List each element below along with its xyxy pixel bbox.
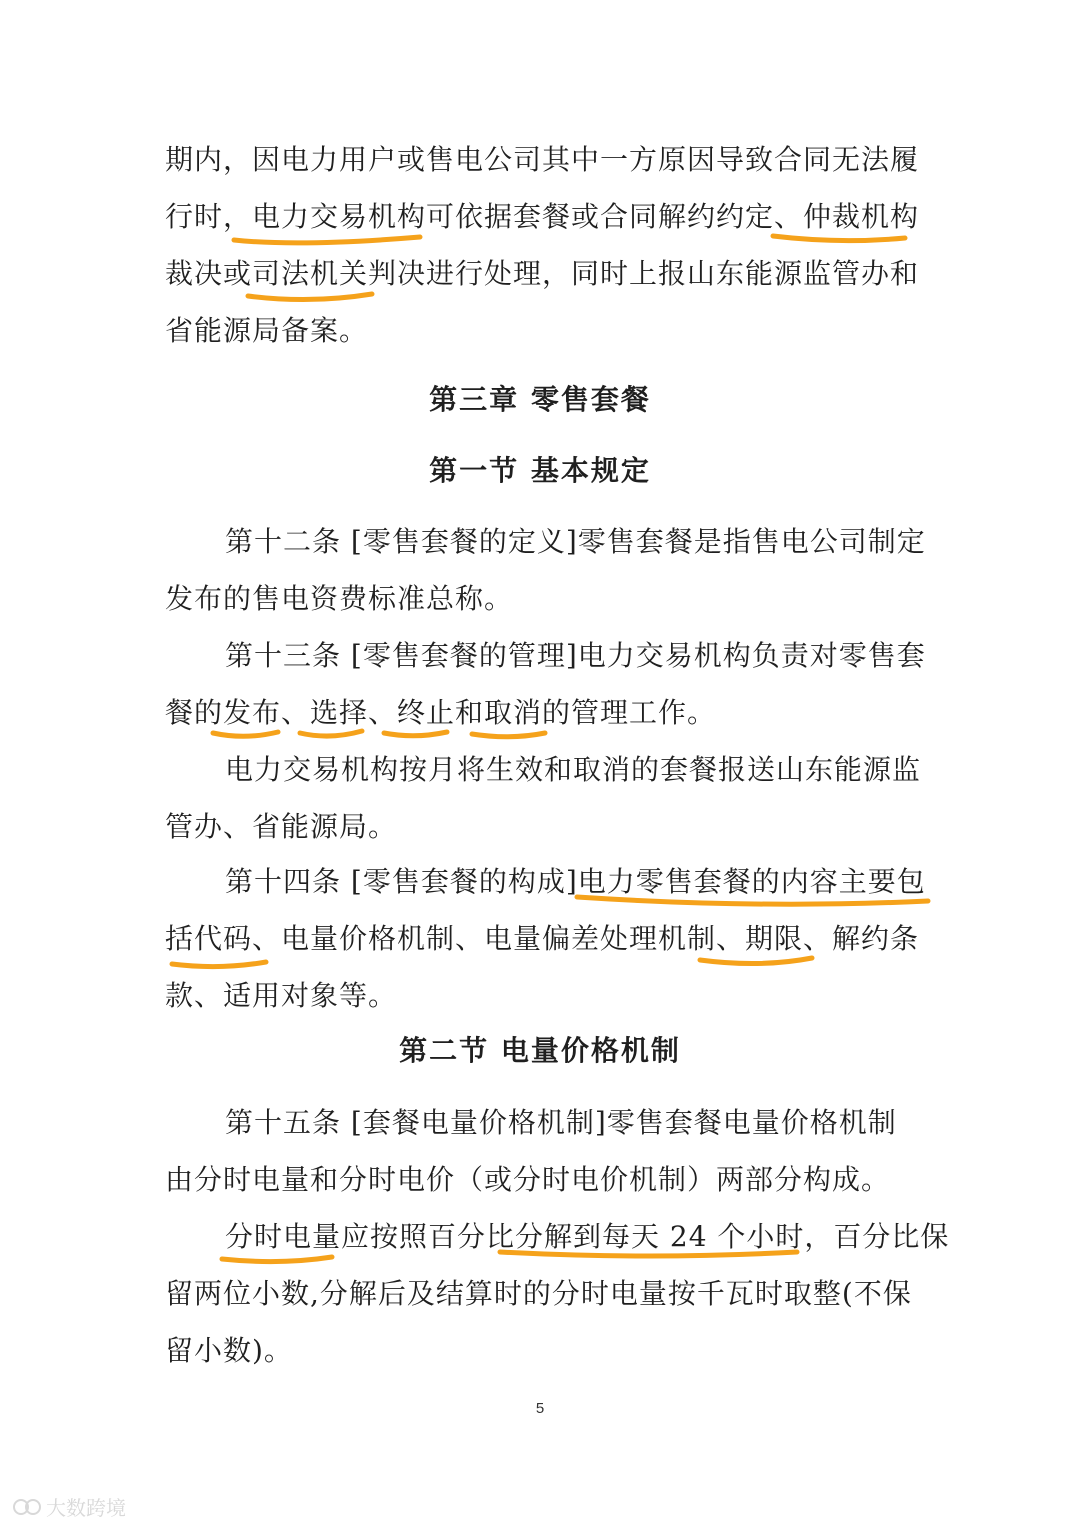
paragraph-line: 省能源局备案。	[165, 314, 369, 347]
paragraph-line: 管办、省能源局。	[165, 810, 398, 843]
article-13-line: 第十三条 [零售套餐的管理]电力交易机构负责对零售套	[225, 639, 926, 672]
watermark	[12, 1492, 126, 1521]
page-number: 5	[535, 1400, 545, 1417]
paragraph-line: 餐的发布、选择、终止和取消的管理工作。	[165, 696, 717, 729]
article-14-line: 第十四条 [零售套餐的构成]电力零售套餐的内容主要包	[225, 865, 926, 898]
paragraph-line: 发布的售电资费标准总称。	[165, 582, 514, 615]
paragraph-line: 期内，因电力用户或售电公司其中一方原因导致合同无法履	[165, 143, 920, 176]
section-heading: 第二节 电量价格机制	[399, 1034, 681, 1067]
paragraph-line: 由分时电量和分时电价（或分时电价机制）两部分构成。	[165, 1163, 891, 1196]
underline-mark	[472, 733, 545, 737]
paragraph-line: 行时，电力交易机构可依据套餐或合同解约约定、仲裁机构	[165, 200, 920, 233]
watermark-text: 大数跨境	[46, 1496, 126, 1520]
article-12-line: 第十二条 [零售套餐的定义]零售套餐是指售电公司制定	[225, 525, 926, 558]
paragraph-line: 留两位小数,分解后及结算时的分时电量按千瓦时取整(不保	[165, 1277, 912, 1310]
paragraph-line: 分时电量应按照百分比分解到每天 24 个小时，百分比保	[225, 1220, 950, 1253]
chapter-heading: 第三章 零售套餐	[429, 383, 651, 416]
underline-mark	[234, 237, 420, 243]
underline-mark	[248, 294, 372, 300]
paragraph-line: 裁决或司法机关判决进行处理，同时上报山东能源监管办和	[165, 257, 920, 290]
underline-mark	[172, 962, 266, 967]
section-heading: 第一节 基本规定	[429, 454, 651, 487]
paragraph-line: 款、适用对象等。	[165, 979, 398, 1012]
paragraph-line: 电力交易机构按月将生效和取消的套餐报送山东能源监	[225, 753, 922, 786]
underline-mark	[222, 1257, 332, 1262]
watermark-logo-icon	[12, 1495, 42, 1519]
paragraph-line: 括代码、电量价格机制、电量偏差处理机制、期限、解约条	[165, 922, 920, 955]
article-15-line: 第十五条 [套餐电量价格机制]零售套餐电量价格机制	[225, 1106, 897, 1139]
paragraph-line: 留小数)。	[165, 1334, 293, 1367]
